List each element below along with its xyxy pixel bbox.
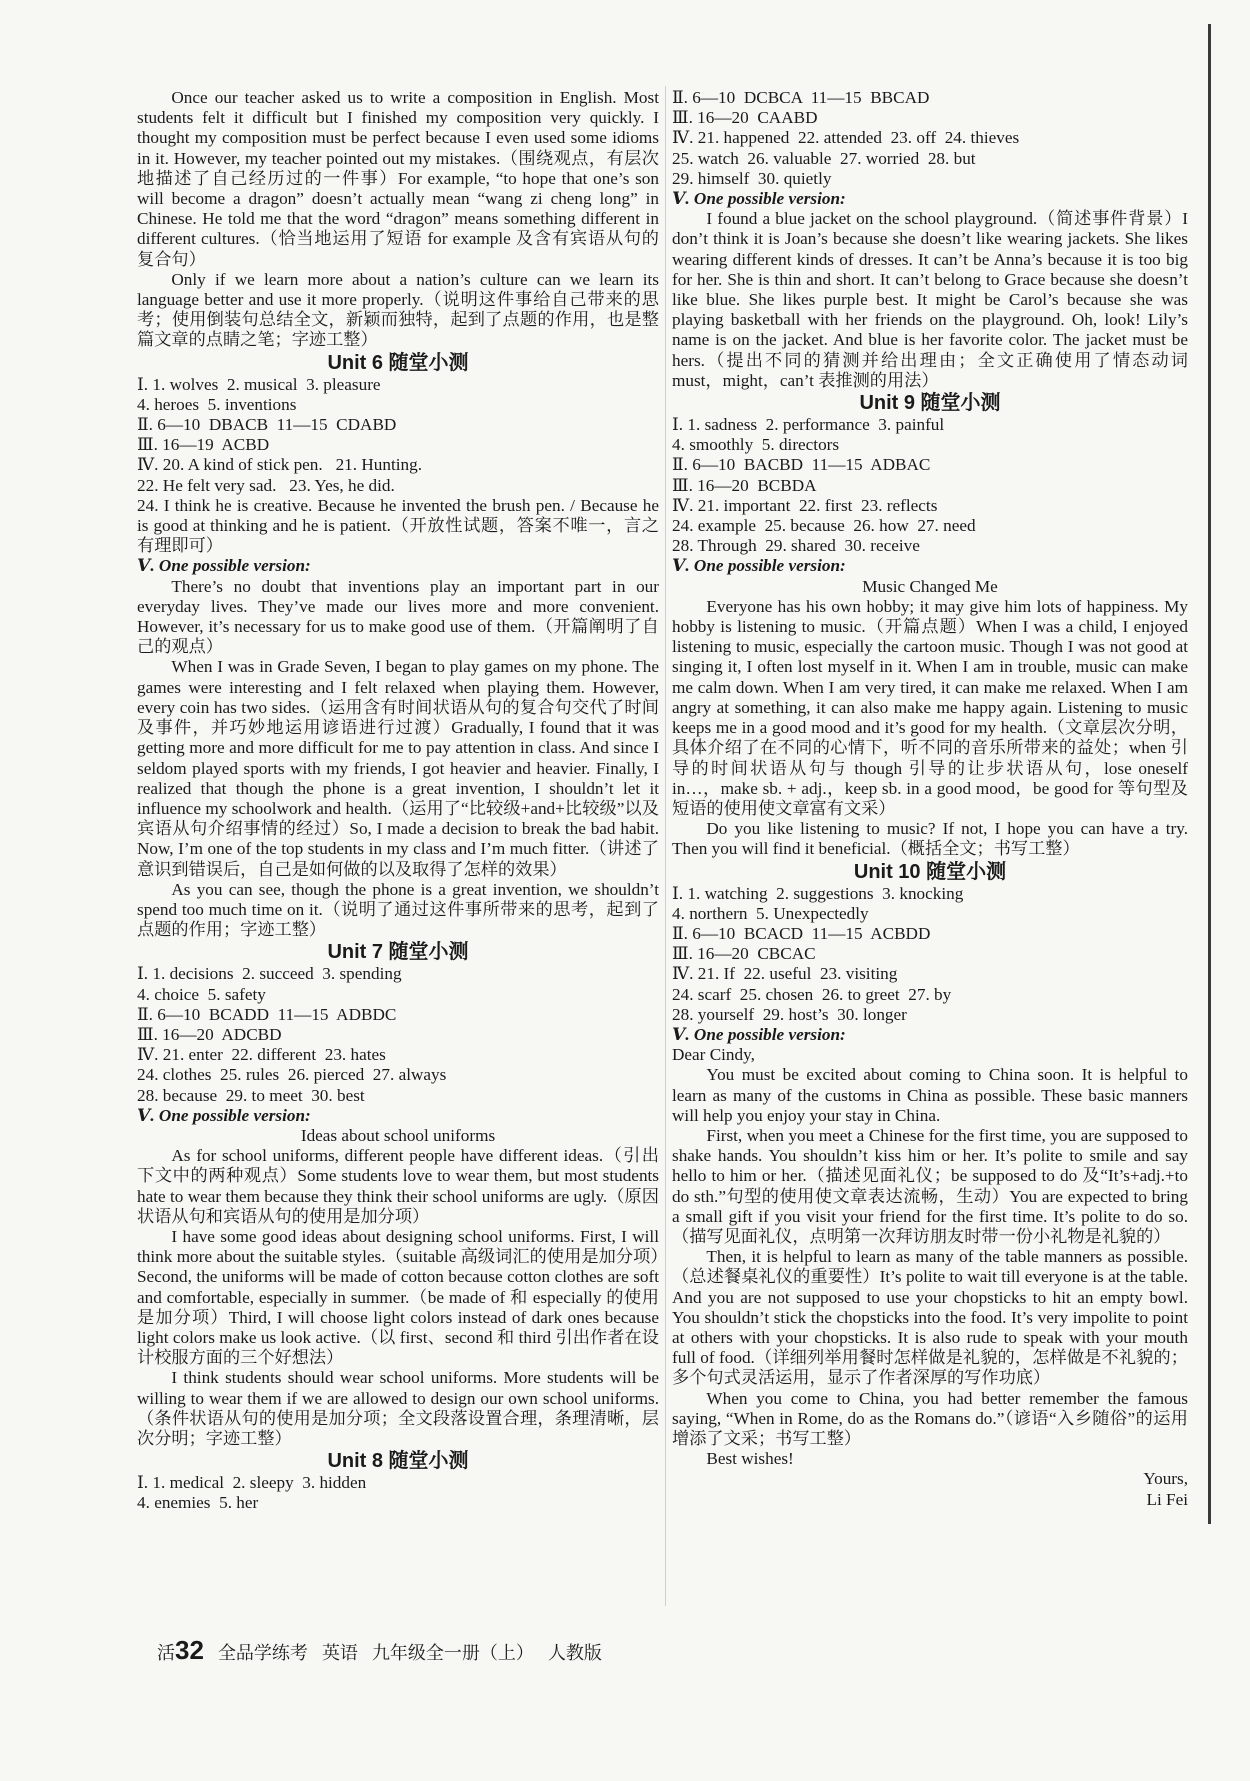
answer-line: 22. He felt very sad. 23. Yes, he did. [137,475,395,495]
answer-line: Ⅰ. 1. sadness 2. performance 3. painful [672,415,945,435]
answer-line: Ⅱ. 6—10 BCACD 11—15 ACBDD [672,923,931,943]
essay-paragraph: Do you like listening to music? If not, I hope you can have a try. Then you will find it beneficial.（概括全文；书写工整） [672,819,1188,859]
answer-line: Ⅲ. 16—20 CAABD [672,108,818,128]
answer-line: Ⅲ. 16—20 BCBDA [672,475,817,495]
answer-line: Ⅲ. 16—19 ACBD [137,435,270,455]
footer-series: 全品学练考 [217,1643,308,1663]
unit5-essay-paragraph: Only if we learn more about a nation’s culture can we learn its language better and use it more properly.（说明这件事给自己带来的思考；使用倒装句总结全文，新颖而独特，起到了点题的作用，也是整篇文章的点睛之笔；字迹工整） [137,269,659,350]
answer-line: Ⅰ. 1. wolves 2. musical 3. pleasure [137,374,381,394]
answer-line: Ⅳ. 21. happened 22. attended 23. off 24. thieves [672,128,1020,148]
letter-signature: Li Fei [1146,1489,1188,1509]
essay-paragraph: First, when you meet a Chinese for the first time, you are supposed to shake hands. You shouldn’t kiss him or her. It’s polite to smile and say hello to him or her.（描述见面礼仪；be supposed to do 及“It’s+adj.+to do sth.”句型的使用使文章表达流畅，生动）You are expected to bring a small gift if you visit your friend for the first time. It’s polite to do so.（描写见面礼仪，点明第一次拜访朋友时带一份小礼物是礼貌的） [672,1125,1188,1246]
left-column [137,88,659,1514]
answer-line: Ⅲ. 16—20 CBCAC [672,944,816,964]
answer-line: 28. yourself 29. host’s 30. longer [672,1004,907,1024]
essay-paragraph: I have some good ideas about designing school uniforms. First, I will think more about the suitable styles.（suitable 高级词汇的使用是加分项）Second, the uniforms will be made of cotton because cotton clothes are soft and comfortable, especially in summer.（be made of 和 especially 的使用是加分项）Third, I will choose light colors instead of dark ones because light colors make us look active.（以 first、second 和 third 引出作者在设计校服方面的三个好想法） [137,1226,659,1368]
version-label: Ⅴ. One possible version: [672,556,846,576]
essay-paragraph: When you come to China, you had better remember the famous saying, “When in Rome, do as the Romans do.”（谚语“入乡随俗”的运用增添了文采；书写工整） [672,1388,1188,1448]
essay-paragraph: I think students should wear school uniforms. More students will be willing to wear them if we are allowed to design our own school uniforms.（条件状语从句的使用是加分项；全文段落设置合理，条理清晰，层次分明；字迹工整） [137,1368,659,1448]
unit8-heading: Unit 8 随堂小测 [327,1450,469,1473]
essay-paragraph: There’s no doubt that inventions play an important part in our everyday lives. They’ve made our lives more and more convenient. However, it’s necessary for us to make good use of them.（开篇阐明了自己的观点） [137,576,659,657]
footer-edition: 人教版 [547,1643,602,1663]
essay-paragraph: As for school uniforms, different people have different ideas.（引出下文中的两种观点）Some students love to wear them, but most students hate to wear them because they think their school uniforms are ugly.（原因状语从句和宾语从句的使用是加分项） [137,1146,659,1226]
answer-line: Ⅳ. 20. A kind of stick pen. 21. Hunting. [137,455,423,475]
version-label: Ⅴ. One possible version: [137,556,311,576]
answer-line: 4. smoothly 5. directors [672,435,840,455]
answer-line: Ⅱ. 6—10 BACBD 11—15 ADBAC [672,455,931,475]
unit6-heading: Unit 6 随堂小测 [327,351,469,374]
answer-line: 28. Through 29. shared 30. receive [672,536,920,556]
answer-line: Ⅳ. 21. important 22. first 23. reflects [672,495,938,515]
answer-line: 25. watch 26. valuable 27. worried 28. but [672,148,976,168]
unit10-heading: Unit 10 随堂小测 [853,860,1007,883]
answer-line: 24. I think he is creative. Because he invented the brush pen. / Because he is good at thinking and he is patient.（开放性试题，答案不唯一，言之有理即可） [137,495,659,556]
answer-line: Ⅱ. 6—10 DCBCA 11—15 BBCAD [672,88,930,107]
page-number: 32 [175,1635,204,1665]
column-divider [665,86,666,1606]
version-label: Ⅴ. One possible version: [672,189,846,209]
letter-sign-off: Best wishes! [706,1449,794,1469]
letter-closing: Yours, [1143,1469,1188,1489]
answer-line: 24. example 25. because 26. how 27. need [672,516,976,536]
essay-paragraph: As you can see, though the phone is a great invention, we shouldn’t spend too much time on it.（说明了通过这件事所带来的思考，起到了点题的作用；字迹工整） [137,879,659,940]
answer-line: Ⅳ. 21. If 22. useful 23. visiting [672,964,898,984]
unit7-heading: Unit 7 随堂小测 [327,941,469,964]
version-label: Ⅴ. One possible version: [672,1024,846,1044]
answer-line: 24. scarf 25. chosen 26. to greet 27. by [672,984,952,1004]
unit9-heading: Unit 9 随堂小测 [859,392,1001,415]
answer-line: 4. northern 5. Unexpectedly [672,903,869,923]
essay-paragraph: Everyone has his own hobby; it may give him lots of happiness. My hobby is listening to music.（开篇点题）When I was a child, I enjoyed listening to music, especially the cartoon music. Though I was not good at singing it, I often lost myself in it. When I am in trouble, music can make me calm down. When I am very tired, it can make me relaxed. When I am angry at something, it can also make me happy again. Listening to music keeps me in a good mood and it’s good for my health.（文章层次分明，具体介绍了在不同的心情下，听不同的音乐所带来的益处；when 引导的时间状语从句与 though 引导的让步状语从句，lose oneself in…，make sb. + adj.，keep sb. in a good mood，be good for 等句型及短语的使用使文章富有文采） [672,596,1188,818]
answer-line: Ⅱ. 6—10 DBACB 11—15 CDABD [137,415,397,435]
footer-grade: 九年级全一册（上） [371,1643,534,1663]
footer-subject: 英语 [321,1643,358,1663]
essay-paragraph: You must be excited about coming to China soon. It is helpful to learn as many of the customs in China as possible. These basic manners will help you enjoy your stay in China. [672,1065,1188,1125]
version-label: Ⅴ. One possible version: [137,1105,311,1125]
essay-paragraph: When I was in Grade Seven, I began to play games on my phone. The games were interesting and I felt relaxed when playing them. However, every coin has two sides.（运用含有时间状语从句的复合句交代了时间及事件，并巧妙地运用谚语进行过渡）Gradually, I found that it was getting more and more difficult for me to pay attention in class. And since I seldom played sports with my friends, I got heavier and heavier. Finally, I realized that though the phone is a great invention, I shouldn’t let it influence my schoolwork and health.（运用了“比较级+and+比较级”以及宾语从句介绍事情的经过）So, I made a decision to break the bad habit. Now, I’m one of the top students in my class and I’m much fitter.（讲述了意识到错误后，自己是如何做的以及取得了怎样的效果） [137,657,659,879]
answer-line: 4. heroes 5. inventions [137,394,297,414]
answer-line: Ⅱ. 6—10 BCADD 11—15 ADBDC [137,1004,397,1024]
answer-line: Ⅰ. 1. decisions 2. succeed 3. spending [137,964,402,984]
answer-line: 29. himself 30. quietly [672,168,832,188]
answer-line: 4. choice 5. safety [137,984,266,1004]
answer-line: Ⅳ. 21. enter 22. different 23. hates [137,1045,386,1065]
page-edge-rule [1208,24,1211,1524]
page-footer [137,1614,616,1687]
answer-line: Ⅰ. 1. watching 2. suggestions 3. knocking [672,883,964,903]
letter-greeting: Dear Cindy, [672,1045,755,1065]
essay-paragraph: Then, it is helpful to learn as many of the table manners as possible.（总述餐桌礼仪的重要性）It’s polite to wait till everyone is at the table. And you are not supposed to use your chopsticks to hit an empty bowl. You shouldn’t stick the chopsticks into the food. It’s very impolite to point at others with your chopsticks. It is also rude to speak with your mouth full of food.（详细列举用餐时怎样做是礼貌的，怎样做是不礼貌的；多个句式灵活运用，显示了作者深厚的写作功底） [672,1247,1188,1388]
unit5-essay-paragraph: Once our teacher asked us to write a composition in English. Most students felt it difficult but I finished my composition very quickly. I thought my composition must be perfect because I even used some idioms in it. However, my teacher pointed out my mistakes.（围绕观点，有层次地描述了自己经历过的一件事）For example, “to hope that one’s son will become a dragon” doesn’t actually mean “wang zi cheng long” in Chinese. He told me that the word “dragon” means something different in different cultures.（恰当地运用了短语 for example 及含有宾语从句的复合句） [137,88,659,269]
essay-paragraph: I found a blue jacket on the school playground.（简述事件背景）I don’t think it is Joan’s because she doesn’t like wearing jackets. She likes wearing different kinds of dresses. It can’t be Anna’s because it is too big for her. She is thin and short. It can’t belong to Grace because she doesn’t like blue. She likes purple best. It might be Carol’s because she was playing basketball with her friends on the playground. Oh, look! Lily’s name is on the jacket. And blue is her favorite color. The jacket must be hers.（提出不同的猜测并给出理由；全文正确使用了情态动词 must，might，can’t 表推测的用法） [672,209,1188,390]
answer-line: 28. because 29. to meet 30. best [137,1085,365,1105]
answer-line: 4. enemies 5. her [137,1493,259,1513]
answer-line: 24. clothes 25. rules 26. pierced 27. always [137,1065,447,1085]
right-column [672,88,1188,1510]
essay-title: Music Changed Me [862,576,998,596]
answer-line: Ⅰ. 1. medical 2. sleepy 3. hidden [137,1473,367,1493]
footer-prefix: 活 [157,1643,176,1663]
answer-line: Ⅲ. 16—20 ADCBD [137,1024,282,1044]
essay-title: Ideas about school uniforms [300,1125,496,1145]
